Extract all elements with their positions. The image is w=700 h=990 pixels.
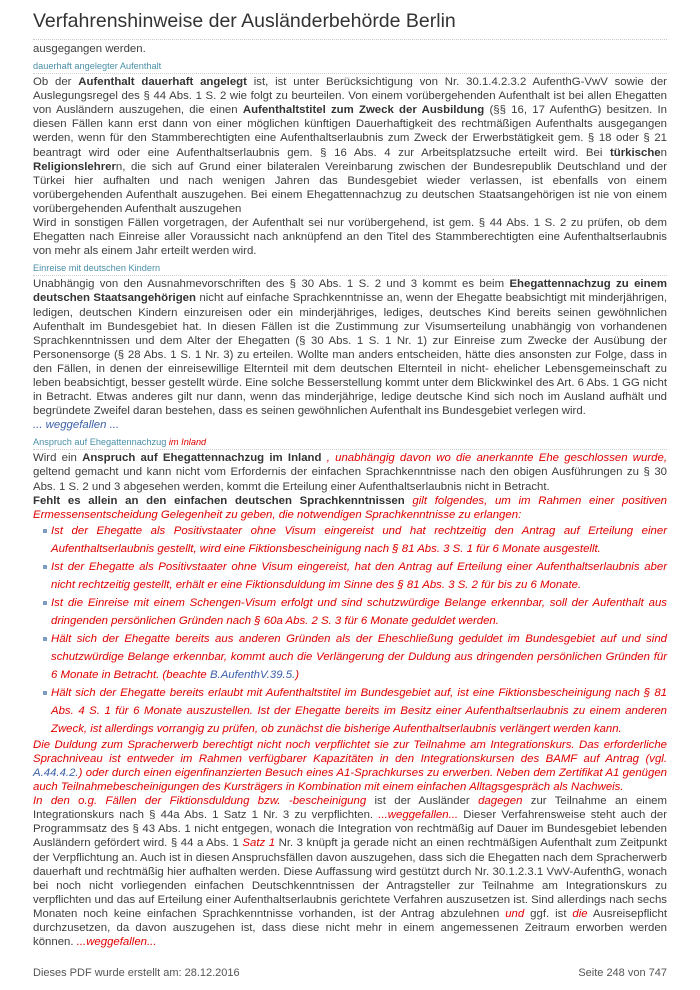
weggefallen-note: ... weggefallen ... — [33, 419, 120, 432]
reference-link[interactable]: B.AufenthV.39.5. — [209, 668, 296, 681]
square-bullet-icon — [43, 637, 47, 641]
footer-page-number: Seite 248 von 747 — [578, 967, 667, 979]
list-item: Ist der Ehegatte als Positivstaater ohne Visum eingereist und hat rechtzeitig den Antrag auf Erteilung einer Aufenthaltserlaubnis gestellt, wird eine Fiktionsbescheinigung nach § 81 Abs. 3 S. 1 für 6 Monate ausgestellt. — [43, 522, 667, 558]
square-bullet-icon — [43, 601, 47, 605]
square-bullet-icon — [43, 565, 47, 569]
section-heading-inland: Anspruch auf Ehegattennachzug im Inland — [33, 432, 667, 450]
paragraph-inland-4: In den o.g. Fällen der Fiktionsduldung bzw. -bescheinigung ist der Ausländer dagegen zur Teilnahme an einem Integrationskurs nach § 44a Abs. 1 Satz 1 Nr. 3 zu verpflichten. ...weggefallen... Dieser Verfahrensweise steht auch der Programmsatz des § 43 Abs. 1 nicht entgegen, wonach die Integration von rechtmäßig auf Dauer im Bundesgebiet lebenden Ausländern gefördert wird. § 44 a Abs. 1 Satz 1 Nr. 3 knüpft ja gerade nicht an einen rechtmäßigen Aufenthalt zum Zeitpunkt der Verpflichtung an. Auch ist in diesen Anspruchsfällen davon auszugehen, dass sich die Ehegatten nach dem Spracherwerb dauerhaft und rechtmäßig hier aufhalten werden. Diese Auffassung wird gestützt durch Nr. 30.1.2.3.1 VwV-AufenthG, wonach bei noch nicht vorliegenden einfachen Deutschkenntnissen der Antragsteller zur Teilnahme am Integrationskurs zu verpflichten und das auf Erteilung einer Aufenthaltserlaubnis gerichtete Verfahren auszusetzen ist. Sind allerdings nach sechs Monaten noch keine einfachen Sprachkenntnisse vorhanden, ist der Antrag abzulehnen und ggf. ist die Ausreisepflicht durchzusetzen, da davon auszugehen ist, dass diese nicht mehr in einem angemessenen Zeitraum erworben werden können. ...weggefallen... — [33, 795, 668, 949]
paragraph-inland-3: Die Duldung zum Spracherwerb berechtigt nicht noch verpflichtet sie zur Teilnahme am Integrationskurs. Das erforderliche Sprachniveau ist entweder im Rahmen verfügbarer Kapazitäten in den Integrationskursen des BAMF auf Antrag (vgl. A.44.4.2.) oder durch einen eigenfinanzierten Besuch eines A1-Sprachkurses zu erwerben. Neben dem Zertifikat A1 genügen auch Teilnahmebescheinigungen des Kursträgers in Kombination mit einem einfachen Alltagsgespräch als Nachweis. — [33, 738, 667, 794]
list-item: Hält sich der Ehegatte bereits aus anderen Gründen als der Eheschließung geduldet im Bundesgebiet auf und sind schutzwürdige Belange erkennbar, kommt auch die Verlängerung der Duldung aus dringenden persönlichen Gründen für 6 Monate in Betracht. (beachte B.AufenthV.39.5.) — [43, 630, 667, 684]
paragraph-dauerhaft-1: Ob der Aufenthalt dauerhaft angelegt ist, ist unter Berücksichtigung von Nr. 30.1.4.2.3.2 AufenthG-VwV sowie der Auslegungsregel des § 44 Abs. 1 S. 2 wie folgt zu beurteilen. Von einem vorübergehenden Aufenthalt ist bei allen Ehegatten von Ausländern auszugehen, die einen Aufenthaltstitel zum Zweck der Ausbildung (§§ 16, 17 AufenthG) besitzen. In diesen Fällen kann erst dann von einer möglichen künftigen Dauerhaftigkeit des rechtmäßigen Aufenthalts ausgegangen werden, wenn für den Stammberechtigten eine Aufenthaltserlaubnis zum Zweck der Erwerbstätigkeit gem. § 18 oder § 21 beantragt wird oder eine Aufenthaltserlaubnis gem. § 16 Abs. 4 zur Arbeitsplatzsuche erteilt wird. Bei türkischen Religionslehrern, die sich auf Grund einer bilateralen Vereinbarung zwischen der Bundesrepublik Deutschland und der Türkei hier aufhalten und nach wenigen Jahren das Bundesgebiet wieder verlassen, ist ebenfalls von einem vorübergehenden Aufenthalt auszugehen. Bei einem Ehegattennachzug zu deutschen Staatsangehörigen ist nie von einem vorübergehenden Aufenthalt auszugehen — [33, 76, 667, 215]
list-item: Hält sich der Ehegatte bereits erlaubt mit Aufenthaltstitel im Bundesgebiet auf, ist eine Fiktionsbescheinigung nach § 81 Abs. 4 S. 1 für 6 Monate auszustellen. Ist der Ehegatte bereits im Besitz einer Aufenthaltserlaubnis zu einem anderen Zweck, ist allerdings vorrangig zu prüfen, ob zunächst die bisherige Aufenthaltserlaubnis verlängert werden kann. — [43, 684, 667, 738]
paragraph-kinder: Unabhängig von den Ausnahmevorschriften des § 30 Abs. 1 S. 2 und 3 kommt es beim Ehegattennachzug zu einem deutschen Staatsangehörigen nicht auf einfache Sprachkenntnisse an, wenn der Ehegatte beabsichtigt mit minderjährigen, ledigen, deutschen Kindern einzureisen oder ein minderjähriges, lediges, deutsches Kind bereits seinen gewöhnlichen Aufenthalt im Bundesgebiet hat. In diesen Fällen ist die Zustimmung zur Visumserteilung unabhängig von vorhandenen Sprachkenntnissen und dem Alter der Ehegatten (§ 30 Abs. 1 S. 1 Nr. 1) zur Einreise zum Zwecke der Ausübung der Personensorge (§ 28 Abs. 1 S. 1 Nr. 3) zu erteilen. Wollte man anders entscheiden, hätte dies ansonsten zur Folge, dass in den Fällen, in denen der einreisewillige Elternteil mit dem deutschen Elternteil in nicht- ehelicher Lebensgemeinschaft zu leben beabsichtigt, besser gestellt würde. Eine solche Besserstellung kommt unter dem Blickwinkel des Art. 6 Abs. 1 GG nicht in Betracht. Etwas anderes gilt nur dann, wenn das minderjährige, ledige deutsche Kind sich noch im Ausland aufhält und begründete Zweifel daran bestehen, dass es seinen gewöhnlichen Aufenthalt ins Bundesgebiet verlegen wird. — [33, 278, 667, 418]
section-heading-dauerhaft: dauerhaft angelegter Aufenthalt — [33, 56, 667, 74]
list-item: Ist der Ehegatte als Positivstaater ohne Visum eingereist, hat den Antrag auf Erteilung einer Aufenthaltserlaubnis aber nicht rechtzeitig gestellt, erhält er eine Fiktionsduldung im Sinne des § 81 Abs. 3 S. 2 für bis zu 6 Monate. — [43, 558, 667, 594]
square-bullet-icon — [43, 529, 47, 533]
bullet-list — [33, 522, 667, 738]
square-bullet-icon — [43, 691, 47, 695]
footer-created-date: Dieses PDF wurde erstellt am: 28.12.2016 — [33, 967, 240, 979]
reference-link[interactable]: A.44.4.2. — [33, 767, 79, 779]
content-body — [33, 42, 667, 949]
page-title: Verfahrenshinweise der Ausländerbehörde Berlin — [33, 10, 667, 40]
page-footer — [33, 967, 667, 979]
intro-text: ausgegangen werden. — [33, 43, 146, 55]
section-heading-kinder: Einreise mit deutschen Kindern — [33, 258, 667, 276]
paragraph-inland-1: Wird ein Anspruch auf Ehegattennachzug im Inland , unabhängig davon wo die anerkannte Ehe geschlossen wurde, geltend gemacht und kann nicht vom Erfordernis der einfachen Sprachkenntnisse nach den obigen Ausführungen zu § 30 Abs. 1 S. 2 und 3 abgesehen werden, kommt die Erteilung einer Aufenthaltserlaubnis nicht in Betracht. — [33, 452, 668, 493]
list-item: Ist die Einreise mit einem Schengen-Visum erfolgt und sind schutzwürdige Belange erkennbar, soll der Aufenthalt aus dringenden persönlichen Gründen nach § 60a Abs. 2 S. 3 für 6 Monate geduldet werden. — [43, 594, 667, 630]
paragraph-dauerhaft-2: Wird in sonstigen Fällen vorgetragen, der Aufenthalt sei nur vorübergehend, ist gem. § 44 Abs. 1 S. 2 zu prüfen, ob dem Ehegatten nach Einreise aller Voraussicht nach anknüpfend an den Titel des Stammberechtigten eine Aufenthaltserlaubnis von mehr als einem Jahr erteilt werden wird. — [33, 217, 667, 258]
paragraph-inland-2: Fehlt es allein an den einfachen deutschen Sprachkenntnissen gilt folgendes, um im Rahmen einer positiven Ermessensentscheidung Gelegenheit zu geben, die notwendigen Sprachkenntnisse zu erlangen: — [33, 494, 667, 521]
